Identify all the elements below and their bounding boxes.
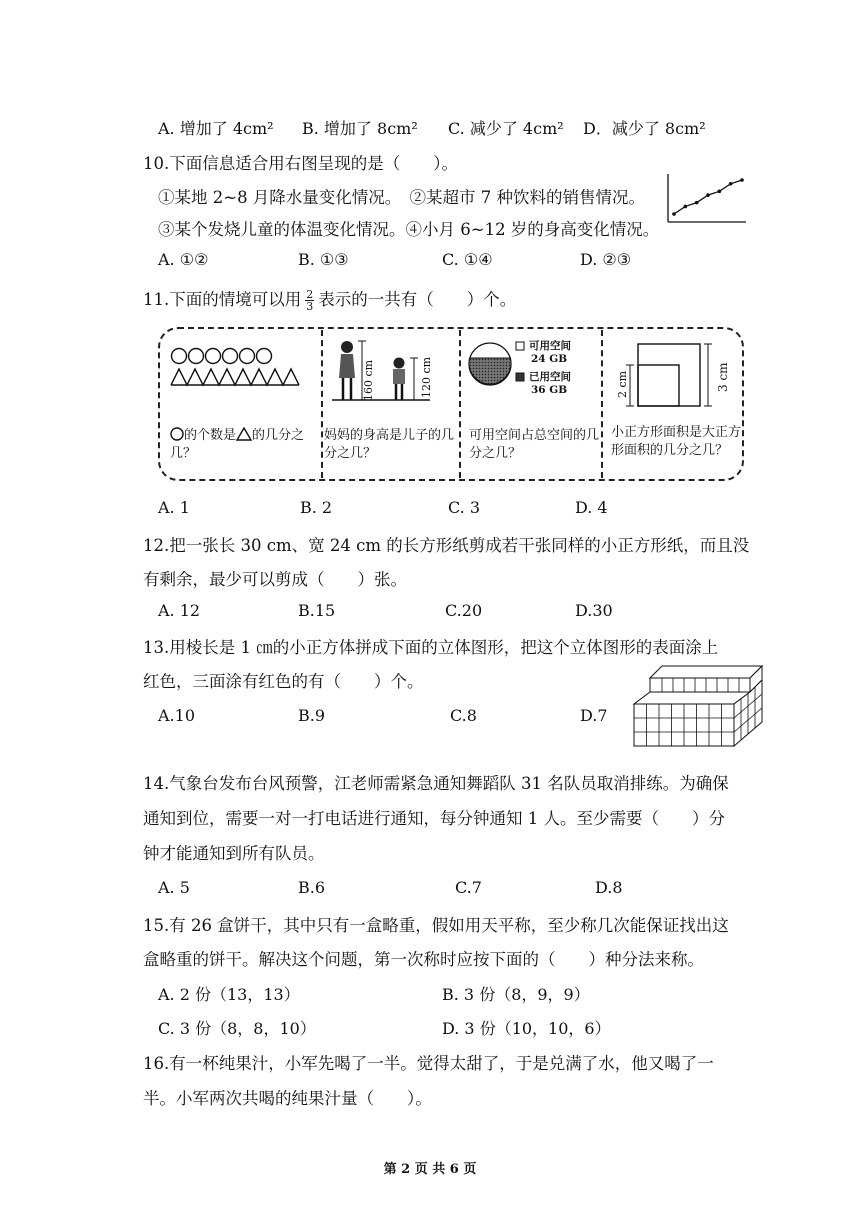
q15-line1: 15.有 26 盒饼干，其中只有一盒略重，假如用天平称，至少称几次能保证找出这: [143, 916, 729, 935]
q14-option-b: B.6: [298, 878, 326, 897]
q10-line1: ①某地 2~8 月降水量变化情况。 ②某超市 7 种饮料的销售情况。: [158, 188, 646, 207]
q11-option-c: C. 3: [448, 498, 481, 517]
q9-option-c: C. 减少了 4cm²: [448, 119, 564, 138]
q11-stem: [143, 286, 516, 312]
panel1-caption-b: 的几分之几？: [170, 428, 305, 461]
q10-option-a: A. ①②: [158, 250, 209, 269]
q13-option-b: B.9: [298, 706, 326, 725]
q15-option-d: D. 3 份（10，10，6）: [442, 1019, 611, 1038]
q13-cube-figure: [632, 660, 772, 752]
q9-option-b: B. 增加了 8cm²: [302, 119, 418, 138]
q10-stem: 10.下面信息适合用右图呈现的是（ ）。: [143, 154, 458, 173]
son-head: [394, 358, 405, 369]
son-height-label: 120 cm: [420, 356, 433, 398]
cube-top-tier-top: [650, 666, 762, 678]
pie-used-slice: [469, 358, 511, 384]
q14-option-d: D.8: [595, 878, 623, 897]
legend-used-label: 已用空间: [529, 371, 571, 383]
circle-4: [223, 349, 238, 364]
chart-point-2: [684, 205, 688, 209]
q11-panel-divider-3: [601, 330, 603, 478]
panel1-caption: [170, 427, 315, 463]
q11-frac-num: 2: [306, 288, 314, 301]
q11-option-b: B. 2: [300, 498, 333, 517]
page-footer: 第 2 页 共 6 页: [383, 1162, 477, 1177]
q10-line2: ③某个发烧儿童的体温变化情况。④小月 6~12 岁的身高变化情况。: [158, 220, 660, 239]
circle-icon: [170, 427, 184, 441]
q15-option-c: C. 3 份（8，8，10）: [158, 1019, 316, 1038]
q11-option-d: D. 4: [575, 498, 608, 517]
panel4-caption: 小正方形面积是大正方形面积的几分之几？: [611, 425, 742, 458]
q12-option-a: A. 12: [158, 601, 201, 620]
q14-line3: 钟才能通知到所有队员。: [143, 844, 325, 863]
mom-head: [341, 341, 353, 353]
big-square: [638, 344, 700, 406]
mom-height-label: 160 cm: [362, 359, 375, 401]
circle-1: [172, 349, 187, 364]
q14-line2: 通知到位，需要一对一打电话进行通知，每分钟通知 1 人。至少需要（ ）分: [143, 809, 725, 828]
legend-used-swatch: [515, 372, 525, 382]
panel2-mom-son: [330, 338, 455, 408]
legend-free-label: 可用空间: [529, 340, 571, 352]
circle-3: [206, 349, 221, 364]
chart-point-6: [729, 182, 733, 186]
q10-option-b: B. ①③: [298, 250, 349, 269]
q12-option-d: D.30: [575, 601, 613, 620]
triangle-icon: [236, 427, 252, 441]
q9-option-a: A. 增加了 4cm²: [158, 119, 274, 138]
small-square-label: 2 cm: [616, 370, 629, 398]
q11-frac-den: 3: [306, 300, 314, 313]
cube-lower-top: [634, 692, 750, 704]
chart-point-5: [718, 190, 722, 194]
q13-line2: 红色，三面涂有红色的有（ ）个。: [143, 672, 424, 691]
legend-free-value: 24 GB: [531, 353, 568, 365]
q10-option-d: D. ②③: [580, 250, 632, 269]
q13-line1: 13.用棱长是 1 ㎝的小正方体拼成下面的立体图形，把这个立体图形的表面涂上: [143, 638, 719, 657]
q13-option-a: A.10: [158, 706, 195, 725]
small-square: [638, 365, 679, 406]
q11-panel-divider-1: [321, 330, 323, 478]
triangle-row: [171, 369, 299, 385]
panel2-caption: 妈妈的身高是儿子的几分之几？: [324, 428, 455, 461]
q10-option-c: C. ①④: [442, 250, 493, 269]
chart-point-3: [695, 201, 699, 205]
q14-line1: 14.气象台发布台风预警，江老师需紧急通知舞蹈队 31 名队员取消排练。为确保: [143, 774, 729, 793]
q15-option-a: A. 2 份（13，13）: [158, 985, 300, 1004]
panel3-storage-pie: [466, 340, 516, 390]
son-body: [393, 369, 405, 384]
q10-line-chart: [662, 170, 748, 228]
q11-fraction: [305, 289, 314, 312]
panel1-circles-triangles: [170, 347, 310, 389]
chart-point-7: [740, 178, 744, 182]
q11-option-a: A. 1: [158, 498, 190, 517]
q9-option-d: D．减少了 8cm²: [583, 119, 706, 138]
panel3-caption: 可用空间占总空间的几分之几？: [469, 428, 600, 461]
circle-6: [257, 349, 272, 364]
circle-5: [240, 349, 255, 364]
q12-line1: 12.把一张长 30 cm、宽 24 cm 的长方形纸剪成若干张同样的小正方形纸，而且没: [143, 536, 750, 555]
q14-option-c: C.7: [455, 878, 482, 897]
q11-stem-after: 表示的一共有（ ）个。: [318, 290, 517, 309]
legend-used-value: 36 GB: [531, 384, 568, 396]
panel1-caption-a: 的个数是: [184, 428, 237, 443]
q15-line2: 盒略重的饼干。解决这个问题，第一次称时应按下面的（ ）种分法来称。: [143, 950, 704, 969]
q13-option-d: D.7: [580, 706, 608, 725]
chart-point-1: [672, 212, 676, 216]
q13-option-c: C.8: [450, 706, 477, 725]
mom-body: [339, 354, 355, 378]
big-square-label: 3 cm: [716, 362, 730, 392]
q15-option-b: B. 3 份（8，9，9）: [442, 985, 590, 1004]
q12-line2: 有剩余，最少可以剪成（ ）张。: [143, 570, 407, 589]
q14-option-a: A. 5: [158, 878, 190, 897]
q12-option-b: B.15: [298, 601, 336, 620]
legend-free-swatch: [515, 341, 525, 351]
circle-2: [189, 349, 204, 364]
q16-line1: 16.有一杯纯果汁，小军先喝了一半。觉得太甜了，于是兑满了水，他又喝了一: [143, 1054, 714, 1073]
q11-stem-before: 11.下面的情境可以用: [143, 290, 302, 309]
cube-top-tier-front: [650, 678, 750, 692]
q12-option-c: C.20: [445, 601, 483, 620]
q11-panel-divider-2: [459, 330, 461, 478]
chart-point-4: [706, 193, 710, 197]
q16-line2: 半。小军两次共喝的纯果汁量（ ）。: [143, 1089, 432, 1108]
